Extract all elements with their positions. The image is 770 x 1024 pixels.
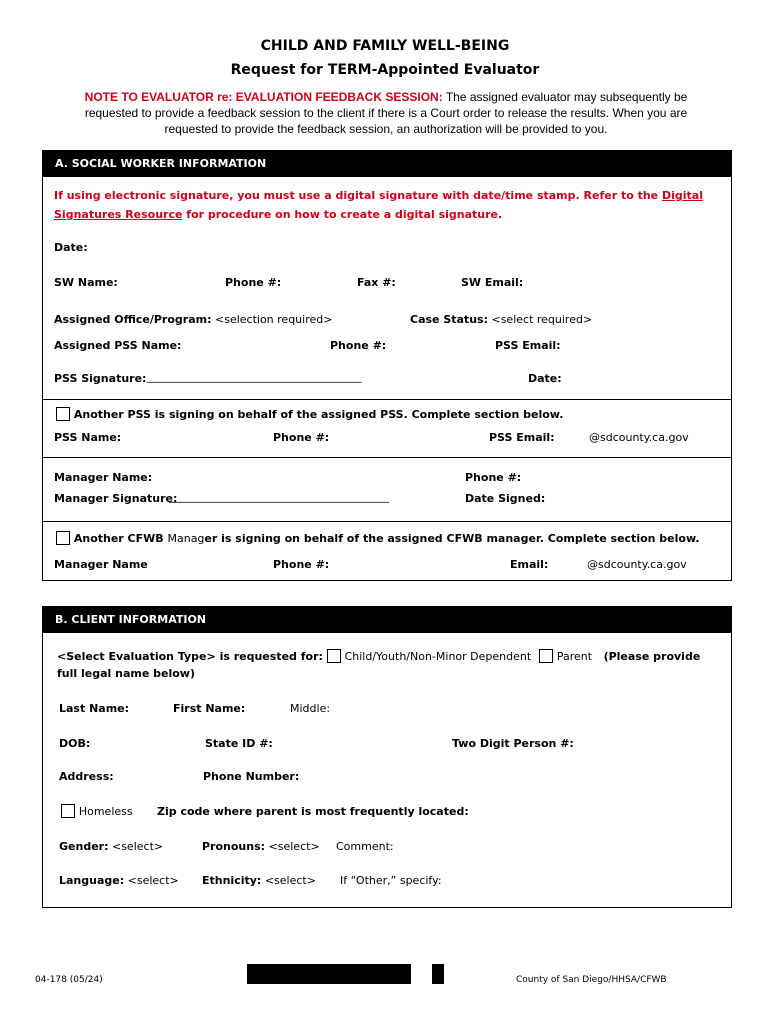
- case-status-label: Case Status:: [410, 313, 488, 326]
- pss-signature-line[interactable]: _______________________________________: [147, 370, 362, 383]
- manager-name-label: Manager Name:: [54, 471, 153, 484]
- gender-field[interactable]: [59, 840, 163, 853]
- middle-label: Middle:: [290, 702, 331, 715]
- section-a-heading: A. SOCIAL WORKER INFORMATION: [43, 151, 731, 177]
- warning-prefix: If using electronic signature, you must use a digital signature with date/time stamp. Refer to the: [54, 189, 662, 202]
- state-id-label: State ID #:: [205, 737, 273, 750]
- barcode-mark: [432, 964, 444, 984]
- section-b-heading: B. CLIENT INFORMATION: [43, 607, 731, 633]
- zip-code-label: Zip code where parent is most frequently located:: [157, 805, 469, 818]
- section-client-information: [42, 606, 732, 908]
- note-text: The assigned evaluator may subsequently be requested to provide a feedback session to the client if there is a Court order to release the results. When you are requested to provide the feedback session, an authorization will be provided to you.: [84, 90, 688, 136]
- form-subtitle: Request for TERM-Appointed Evaluator: [230, 62, 540, 78]
- pss-signature-label: PSS Signature:: [54, 372, 147, 385]
- ethnicity-select[interactable]: <select>: [261, 874, 316, 887]
- another-mgr-word: Manag: [167, 532, 205, 545]
- divider: [43, 521, 731, 522]
- another-manager-row: [56, 531, 700, 545]
- other-specify-label: If “Other,” specify:: [340, 874, 442, 887]
- alt-manager-domain: @sdcounty.ca.gov: [587, 558, 687, 571]
- ethnicity-field[interactable]: [202, 874, 316, 887]
- alt-manager-name-label: Manager Name: [54, 558, 148, 571]
- language-select[interactable]: <select>: [124, 874, 179, 887]
- eval-type-select[interactable]: <Select Evaluation Type> is requested for:: [57, 650, 323, 663]
- evaluator-note: [58, 89, 714, 137]
- alt-manager-phone-label: Phone #:: [273, 558, 330, 571]
- two-digit-person-label: Two Digit Person #:: [452, 737, 574, 750]
- footer-org: County of San Diego/HHSA/CFWB: [516, 975, 667, 985]
- first-name-label: First Name:: [173, 702, 246, 715]
- another-pss-label: Another PSS is signing on behalf of the assigned PSS. Complete section below.: [73, 408, 564, 421]
- homeless-checkbox[interactable]: [61, 804, 75, 818]
- assigned-office-field[interactable]: [54, 313, 332, 326]
- section-social-worker: [42, 150, 732, 581]
- sw-phone-label: Phone #:: [225, 276, 282, 289]
- language-field[interactable]: [59, 874, 179, 887]
- phone-number-label: Phone Number:: [203, 770, 300, 783]
- divider: [43, 457, 731, 458]
- ethnicity-label: Ethnicity:: [202, 874, 262, 887]
- parent-option-checkbox[interactable]: [539, 649, 553, 663]
- office-select[interactable]: <selection required>: [211, 313, 333, 326]
- manager-signature-label: Manager Signature:: [54, 492, 178, 505]
- sw-name-label: SW Name:: [54, 276, 118, 289]
- parent-option-label: Parent: [556, 650, 593, 663]
- barcode-block: [247, 964, 411, 984]
- last-name-label: Last Name:: [59, 702, 130, 715]
- alt-pss-phone-label: Phone #:: [273, 431, 330, 444]
- pss-phone-label: Phone #:: [330, 339, 387, 352]
- pss-date-label: Date:: [528, 372, 562, 385]
- another-pss-row: [56, 407, 563, 421]
- sw-email-label: SW Email:: [461, 276, 524, 289]
- provide-note-continued: full legal name below): [57, 667, 195, 680]
- pronouns-field[interactable]: [202, 840, 320, 853]
- provide-note: (Please provide: [603, 650, 701, 663]
- manager-signature-line[interactable]: ________________________________________: [169, 490, 389, 503]
- another-manager-checkbox[interactable]: [56, 531, 70, 545]
- esignature-warning: [54, 186, 724, 224]
- comment-label: Comment:: [336, 840, 394, 853]
- gender-select[interactable]: <select>: [108, 840, 164, 853]
- alt-manager-email-label: Email:: [510, 558, 549, 571]
- alt-pss-email-label: PSS Email:: [489, 431, 555, 444]
- date-signed-label: Date Signed:: [465, 492, 546, 505]
- office-label: Assigned Office/Program:: [54, 313, 212, 326]
- date-label: Date:: [54, 241, 88, 254]
- another-pss-checkbox[interactable]: [56, 407, 70, 421]
- another-mgr-suffix: er is signing on behalf of the assigned CFWB manager. Complete section below.: [204, 532, 700, 545]
- form-title: CHILD AND FAMILY WELL-BEING: [260, 38, 510, 54]
- digital-signatures-link[interactable]: Digital Signatures Resource: [54, 189, 703, 221]
- another-mgr-prefix: Another CFWB: [73, 532, 168, 545]
- homeless-row: [61, 804, 133, 818]
- form-number: 04-178 (05/24): [35, 975, 103, 985]
- parent-option-row: [539, 649, 700, 663]
- divider: [43, 399, 731, 400]
- case-status-select[interactable]: <select required>: [487, 313, 593, 326]
- alt-pss-domain: @sdcounty.ca.gov: [589, 431, 689, 444]
- language-label: Language:: [59, 874, 125, 887]
- child-option-checkbox[interactable]: [327, 649, 341, 663]
- dob-label: DOB:: [59, 737, 91, 750]
- sw-fax-label: Fax #:: [357, 276, 396, 289]
- pronouns-select[interactable]: <select>: [265, 840, 320, 853]
- address-label: Address:: [59, 770, 114, 783]
- pronouns-label: Pronouns:: [202, 840, 266, 853]
- pss-email-label: PSS Email:: [495, 339, 561, 352]
- eval-type-row: [57, 649, 531, 663]
- pss-name-label: Assigned PSS Name:: [54, 339, 182, 352]
- homeless-label: Homeless: [78, 805, 133, 818]
- case-status-field[interactable]: [410, 313, 592, 326]
- warning-suffix: for procedure on how to create a digital signature.: [182, 208, 503, 221]
- manager-phone-label: Phone #:: [465, 471, 522, 484]
- child-option-label: Child/Youth/Non-Minor Dependent: [344, 650, 532, 663]
- alt-pss-name-label: PSS Name:: [54, 431, 122, 444]
- gender-label: Gender:: [59, 840, 109, 853]
- note-label: NOTE TO EVALUATOR re: EVALUATION FEEDBACK SESSION:: [84, 90, 443, 104]
